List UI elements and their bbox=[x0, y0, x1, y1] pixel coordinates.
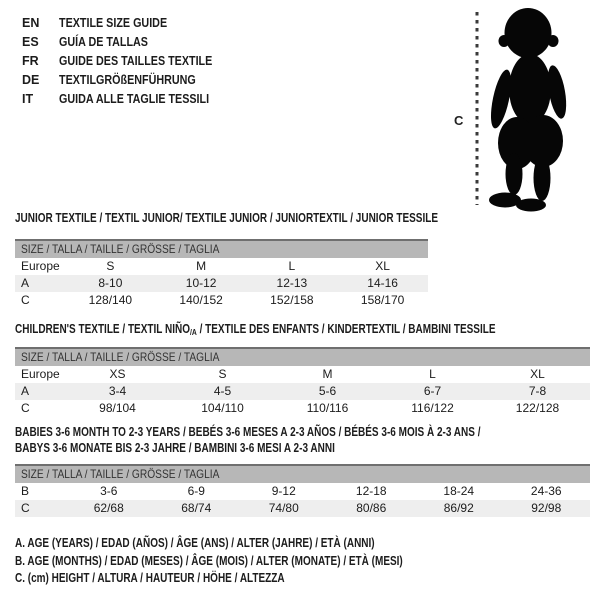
toddler-silhouette-icon bbox=[487, 8, 570, 212]
table-row bbox=[15, 400, 590, 417]
table-title-text: / TEXTILE DES ENFANTS / KINDERTEXTIL / BAMBINI TESSILE bbox=[196, 322, 496, 336]
table-cell: 6-9 bbox=[187, 484, 205, 498]
table-cell: 10-12 bbox=[185, 276, 217, 290]
table-cell: M bbox=[196, 259, 207, 273]
size-header-text: SIZE / TALLA / TAILLE / GRÖSSE / TAGLIA bbox=[21, 467, 220, 481]
height-figure bbox=[448, 4, 600, 216]
table-cell: 152/158 bbox=[270, 293, 314, 307]
table-cell: 6-7 bbox=[423, 384, 442, 398]
size-header-bar bbox=[15, 239, 428, 258]
table-row bbox=[15, 292, 428, 309]
junior-size-table bbox=[15, 210, 439, 309]
table-cell: S bbox=[218, 367, 227, 381]
table-cell: S bbox=[106, 259, 115, 273]
size-header-text: SIZE / TALLA / TAILLE / GRÖSSE / TAGLIA bbox=[21, 242, 220, 256]
table-cell: 12-13 bbox=[276, 276, 308, 290]
language-code: EN bbox=[22, 15, 40, 30]
table-cell: 9-12 bbox=[271, 484, 296, 498]
children-size-table bbox=[15, 321, 590, 417]
footnote-a: A. AGE (YEARS) / EDAD (AÑOS) / ÂGE (ANS) / ALTER (JAHRE) / ETÀ (ANNI) bbox=[15, 536, 375, 550]
table-cell: 74/80 bbox=[268, 501, 299, 515]
table-cell: 86/92 bbox=[443, 501, 474, 515]
table-cell: 110/116 bbox=[306, 401, 349, 415]
language-row bbox=[22, 51, 237, 70]
table-row bbox=[15, 366, 590, 383]
table-cell: 140/152 bbox=[179, 293, 223, 307]
table-title bbox=[15, 424, 481, 440]
table-cell: 8-10 bbox=[98, 276, 123, 290]
table-cell: 18-24 bbox=[443, 484, 475, 498]
row-label: Europe bbox=[21, 259, 60, 273]
table-row bbox=[15, 483, 590, 500]
table-cell: XS bbox=[109, 367, 126, 381]
table-title bbox=[15, 210, 439, 226]
table-cell: 122/128 bbox=[515, 401, 560, 415]
table-cell: 68/74 bbox=[181, 501, 212, 515]
row-label: Europe bbox=[21, 367, 60, 381]
footnotes bbox=[15, 535, 500, 588]
height-marker-label: C bbox=[454, 113, 464, 128]
table-row bbox=[15, 383, 590, 400]
table-row bbox=[15, 500, 590, 517]
footnote-c: C. (cm) HEIGHT / ALTURA / HAUTEUR / HÖHE / ALTEZZA bbox=[15, 571, 285, 585]
row-label: C bbox=[21, 401, 30, 415]
row-label: B bbox=[21, 484, 30, 498]
size-header-bar bbox=[15, 464, 590, 483]
language-code: ES bbox=[22, 34, 39, 49]
language-row bbox=[22, 32, 237, 51]
table-cell: 104/110 bbox=[201, 401, 244, 415]
table-cell: XL bbox=[530, 367, 545, 381]
table-row bbox=[15, 275, 428, 292]
language-code: DE bbox=[22, 72, 40, 87]
table-cell: 24-36 bbox=[530, 484, 562, 498]
language-title: TEXTILGRÖßENFÜHRUNG bbox=[59, 72, 196, 87]
table-body bbox=[15, 258, 428, 309]
row-label: A bbox=[21, 384, 30, 398]
table-cell: 80/86 bbox=[356, 501, 387, 515]
table-title-text: CHILDREN'S TEXTILE / TEXTIL NIÑO bbox=[15, 322, 190, 336]
table-cell: L bbox=[288, 259, 296, 273]
size-header-bar bbox=[15, 347, 590, 366]
table-row bbox=[15, 258, 428, 275]
language-code: IT bbox=[22, 91, 34, 106]
table-cell: M bbox=[322, 367, 333, 381]
table-cell: 62/68 bbox=[93, 501, 124, 515]
footnote-b: B. AGE (MONTHS) / EDAD (MESES) / ÂGE (MOIS) / ALTER (MONATE) / ETÀ (MESI) bbox=[15, 553, 403, 568]
row-label: A bbox=[21, 276, 30, 290]
language-row bbox=[22, 13, 237, 32]
language-row bbox=[22, 70, 237, 89]
table-cell: 5-6 bbox=[318, 384, 337, 398]
babies-size-table bbox=[15, 424, 590, 517]
table-title bbox=[15, 321, 496, 340]
language-code: FR bbox=[22, 53, 39, 68]
table-cell: 14-16 bbox=[367, 276, 398, 290]
table-cell: 92/98 bbox=[531, 501, 562, 515]
language-title: GUÍA DE TALLAS bbox=[59, 34, 148, 49]
table-cell: 98/104 bbox=[99, 401, 136, 415]
table-cell: 158/170 bbox=[360, 293, 405, 307]
table-body bbox=[15, 483, 590, 517]
size-header-text: SIZE / TALLA / TAILLE / GRÖSSE / TAGLIA bbox=[21, 350, 220, 364]
table-title-subscript: /A bbox=[189, 327, 197, 337]
table-cell: L bbox=[429, 367, 436, 381]
table-title-line: BABYS 3-6 MONATE BIS 2-3 JAHRE / BAMBINI 3-6 MESI A 2-3 ANNI bbox=[15, 441, 335, 455]
language-title: TEXTILE SIZE GUIDE bbox=[59, 15, 168, 30]
table-cell: 128/140 bbox=[88, 293, 133, 307]
row-label: C bbox=[21, 501, 30, 515]
table-cell: 4-5 bbox=[213, 384, 232, 398]
language-title: GUIDE DES TAILLES TEXTILE bbox=[59, 53, 213, 68]
table-title-text: JUNIOR TEXTILE / TEXTIL JUNIOR/ TEXTILE JUNIOR / JUNIORTEXTIL / JUNIOR TESSILE bbox=[15, 211, 439, 225]
language-title-list bbox=[22, 13, 237, 108]
table-cell: 116/122 bbox=[411, 401, 454, 415]
table-title-line: BABIES 3-6 MONTH TO 2-3 YEARS / BEBÉS 3-6 MESES A 2-3 AÑOS / BÉBÉS 3-6 MOIS À 2-3 ANS / bbox=[15, 425, 481, 439]
table-title bbox=[15, 440, 475, 456]
table-cell: XL bbox=[375, 259, 390, 273]
table-body bbox=[15, 366, 590, 417]
language-row bbox=[22, 89, 237, 108]
table-cell: 12-18 bbox=[355, 484, 387, 498]
language-title: GUIDA ALLE TAGLIE TESSILI bbox=[59, 91, 210, 106]
table-cell: 7-8 bbox=[528, 384, 547, 398]
row-label: C bbox=[21, 293, 30, 307]
table-cell: 3-4 bbox=[108, 384, 127, 398]
table-cell: 3-6 bbox=[100, 484, 118, 498]
